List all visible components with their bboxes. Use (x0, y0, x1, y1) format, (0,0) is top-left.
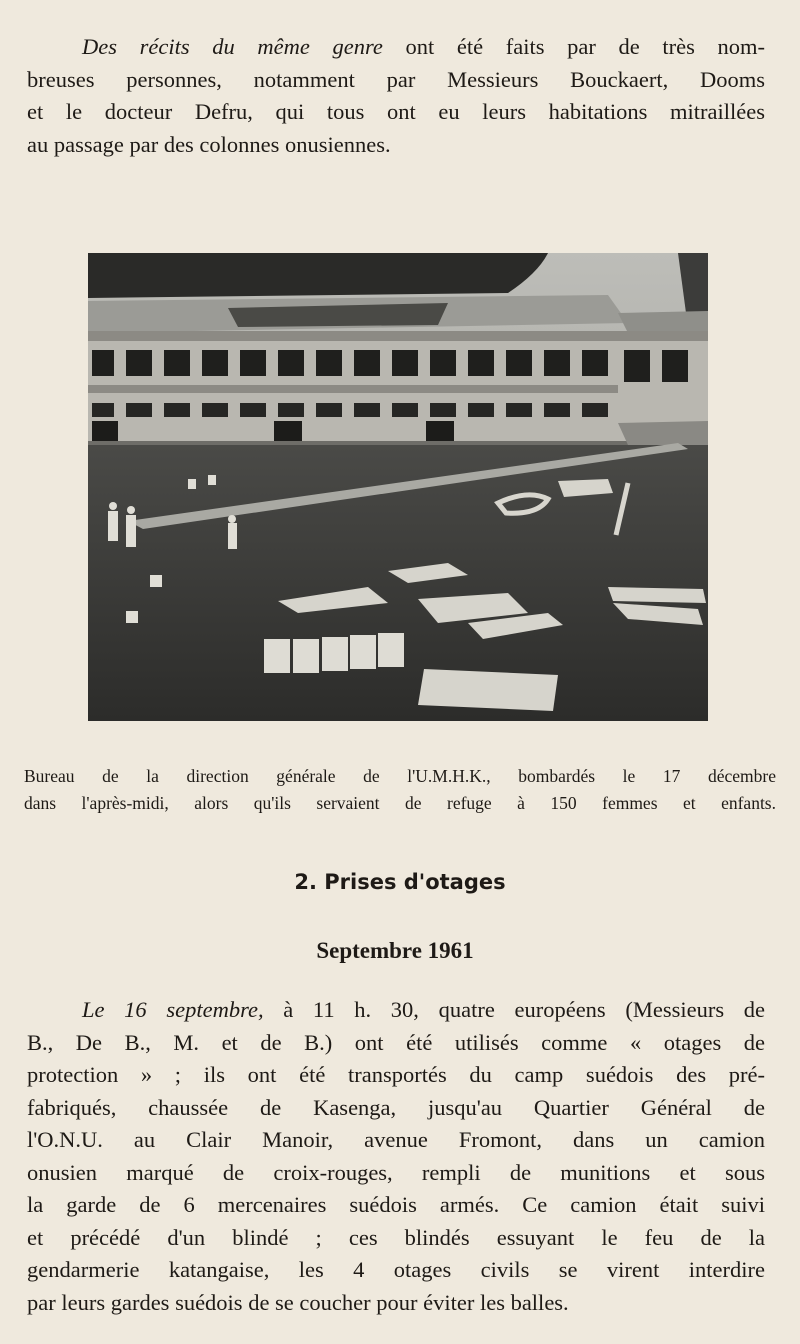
paragraph-line: protection » ; ils ont été transportés du camp suédois des pré- (27, 1062, 765, 1087)
photograph-illustration (88, 253, 708, 721)
photo-caption (24, 763, 776, 817)
italic-lead: Des récits du même genre (82, 34, 383, 59)
paragraph-line: l'O.N.U. au Clair Manoir, avenue Fromont, dans un camion (27, 1127, 765, 1152)
photograph (88, 253, 708, 721)
paragraph-line: Le 16 septembre, à 11 h. 30, quatre européens (Messieurs de (82, 997, 765, 1022)
facade-band (88, 331, 708, 341)
paragraph-line: et précédé d'un blindé ; ces blindés essuyant le feu de la (27, 1224, 765, 1250)
section-heading: 2. Prises d'otages (294, 870, 506, 894)
paragraph-line: onusien marqué de croix-rouges, rempli de munitions et sous (27, 1159, 765, 1185)
paragraph-intro (27, 31, 765, 161)
paragraph-hostages (27, 994, 765, 1319)
steps (618, 421, 708, 445)
paragraph-line: gendarmerie katangaise, les 4 otages civils se virent interdire (27, 1257, 765, 1282)
paragraph-line: fabriqués, chaussée de Kasenga, jusqu'au Quartier Général de (27, 1094, 765, 1120)
trees (88, 253, 548, 298)
caption-line: dans l'après-midi, alors qu'ils servaient de refuge à 150 femmes et enfants. (24, 793, 776, 813)
paragraph-line: au passage par des colonnes onusiennes. (27, 131, 391, 157)
caption-line: Bureau de la direction générale de l'U.M.H.K., bombardés le 17 décembre (24, 766, 776, 786)
paragraph-line: breuses personnes, notamment par Messieurs Bouckaert, Dooms (27, 66, 765, 92)
italic-lead: Le 16 septembre, (82, 997, 264, 1022)
striped-mat (264, 633, 404, 673)
paragraph-line: Des récits du même genre ont été faits par de très nom- (82, 34, 765, 59)
paragraph-line: et le docteur Defru, qui tous ont eu leurs habitations mitraillées (27, 99, 765, 124)
paragraph-line: B., De B., M. et de B.) ont été utilisés comme « otages de (27, 1029, 765, 1055)
paragraph-line: la garde de 6 mercenaires suédois armés. Ce camion était suivi (27, 1192, 765, 1217)
balcony-rail (88, 385, 618, 393)
paragraph-line: par leurs gardes suédois de se coucher pour éviter les balles. (27, 1289, 569, 1315)
building-base (88, 441, 708, 445)
roof-right (618, 311, 708, 333)
section-subheading: Septembre 1961 (316, 938, 474, 963)
